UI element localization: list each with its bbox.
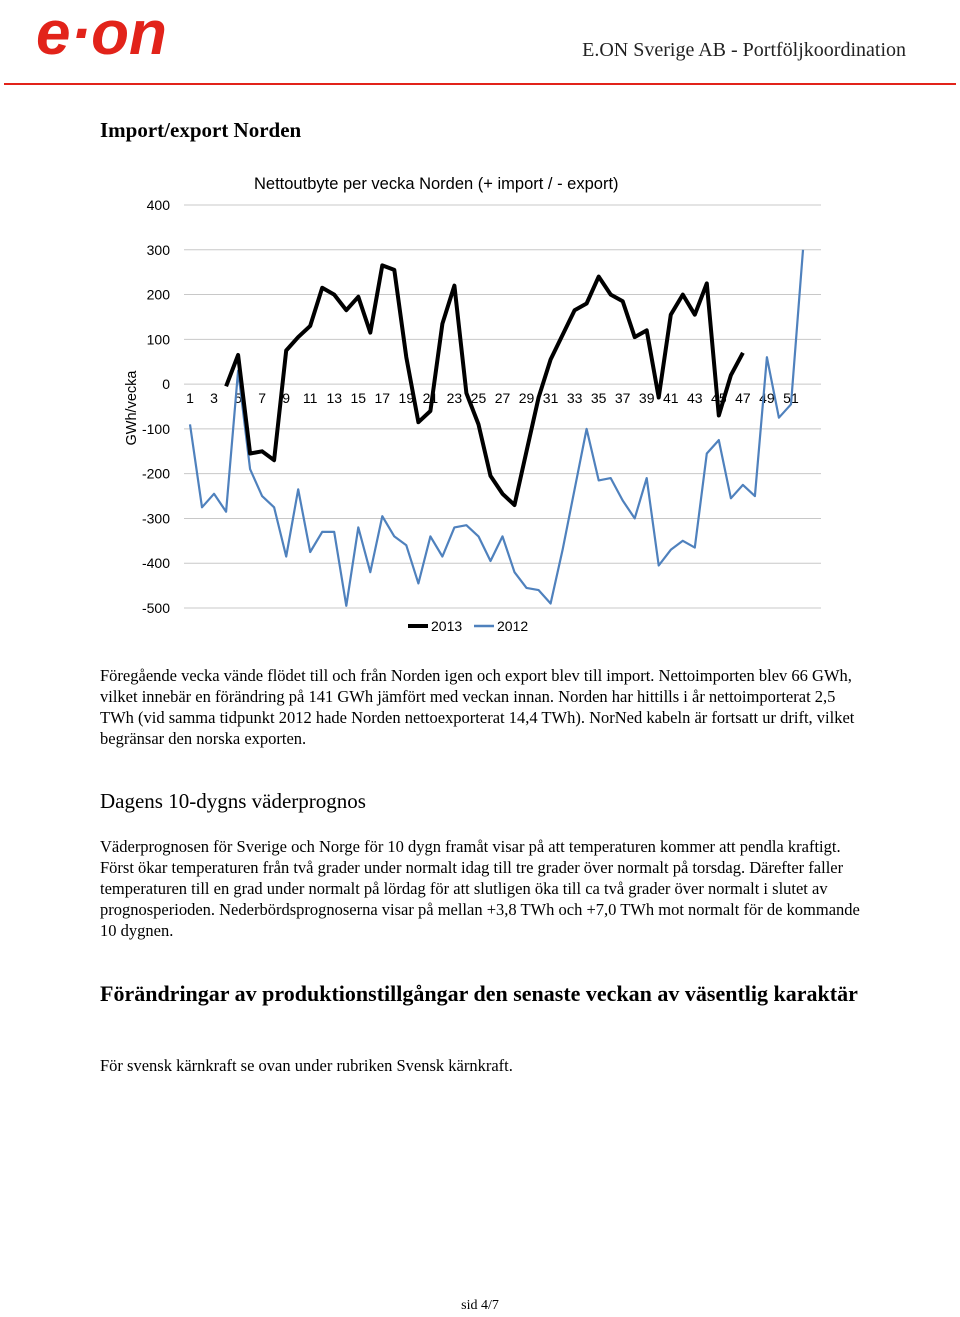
- x-tick-label: 19: [398, 390, 415, 407]
- x-tick-label: 49: [759, 390, 775, 407]
- x-tick-label: 37: [614, 390, 631, 407]
- y-tick-label: -400: [141, 555, 170, 572]
- header-divider: [4, 83, 956, 85]
- chart-title: Nettoutbyte per vecka Norden (+ import / - export): [254, 175, 619, 193]
- x-tick-label: 47: [735, 390, 751, 407]
- production-heading: Förändringar av produktionstillgångar den senaste veckan av väsentlig karaktär: [100, 981, 858, 1006]
- y-tick-label: 0: [162, 376, 170, 393]
- x-tick-label: 5: [234, 390, 242, 407]
- y-tick-label: 200: [146, 286, 170, 303]
- weather-paragraph: Väderprognosen för Sverige och Norge för 10 dygn framåt visar på att temperaturen kommer att pendla kraftigt. Först ökar temperaturen från två grader under normalt idag till tre grader över normalt på torsdag. Därefter faller temperaturen till en grad under normalt på lördag för att slutligen öka till ca två grader över normalt i slutet av prognosperioden. Nederbördsprognoserna visar på mellan +3,8 TWh och +7,0 TWh mot normalt för de kommande 10 dygnen.: [100, 837, 860, 940]
- x-tick-label: 7: [258, 390, 267, 407]
- import-export-heading: Import/export Norden: [100, 118, 302, 142]
- x-tick-label: 9: [282, 390, 291, 407]
- legend-label-2013: 2013: [431, 618, 463, 634]
- chart-y-axis-label: GWh/vecka: [124, 370, 140, 446]
- page-header: [0, 0, 960, 90]
- x-tick-label: 15: [350, 390, 367, 407]
- x-tick-label: 27: [494, 390, 511, 407]
- y-tick-label: -100: [141, 420, 170, 437]
- chart-legend: [408, 618, 528, 634]
- import-export-paragraph: Föregående vecka vände flödet till och från Norden igen och export blev till import. Nettoimporten blev 66 GWh, vilket innebär en förändring på 141 GWh jämfört med veckan innan. Norden har hittills i år nettoimporterat 2,5 TWh (vid samma tidpunkt 2012 hade Norden nettoexporterat 14,4 TWh). NorNed kabeln är fortsatt ur drift, vilket begränsar den norska exporten.: [100, 666, 855, 748]
- x-tick-label: 25: [470, 390, 487, 407]
- legend-label-2012: 2012: [497, 618, 529, 634]
- y-tick-label: -300: [141, 510, 170, 527]
- x-tick-label: 39: [638, 390, 655, 407]
- y-tick-label: 100: [146, 331, 170, 348]
- eon-logo: [34, 2, 234, 68]
- y-tick-label: -200: [141, 465, 170, 482]
- series-line-2012: [190, 250, 803, 606]
- x-tick-label: 1: [186, 390, 194, 407]
- x-tick-label: 31: [542, 390, 559, 407]
- x-tick-label: 3: [210, 390, 218, 407]
- x-tick-label: 21: [422, 390, 439, 407]
- company-title: E.ON Sverige AB - Portföljkoordination: [582, 39, 906, 61]
- x-tick-label: 29: [518, 390, 535, 407]
- y-tick-label: -500: [141, 600, 170, 616]
- x-tick-label: 11: [302, 390, 318, 407]
- x-tick-label: 41: [662, 390, 679, 407]
- x-tick-label: 43: [687, 390, 703, 407]
- x-tick-label: 35: [590, 390, 607, 407]
- series-line-2013: [226, 265, 743, 505]
- net-exchange-chart: [118, 165, 838, 640]
- weather-heading: Dagens 10-dygns väderprognos: [100, 789, 366, 813]
- x-tick-label: 17: [374, 390, 391, 407]
- logo-wordmark: e·on: [36, 2, 167, 68]
- x-tick-label: 13: [326, 390, 343, 407]
- page-number: sid 4/7: [461, 1298, 499, 1313]
- x-tick-label: 23: [446, 390, 463, 407]
- y-tick-label: 300: [146, 241, 170, 258]
- x-tick-label: 51: [783, 390, 799, 407]
- production-paragraph: För svensk kärnkraft se ovan under rubriken Svensk kärnkraft.: [100, 1056, 513, 1075]
- x-tick-label: 45: [711, 390, 727, 407]
- y-tick-label: 400: [146, 197, 170, 213]
- x-tick-label: 33: [566, 390, 583, 407]
